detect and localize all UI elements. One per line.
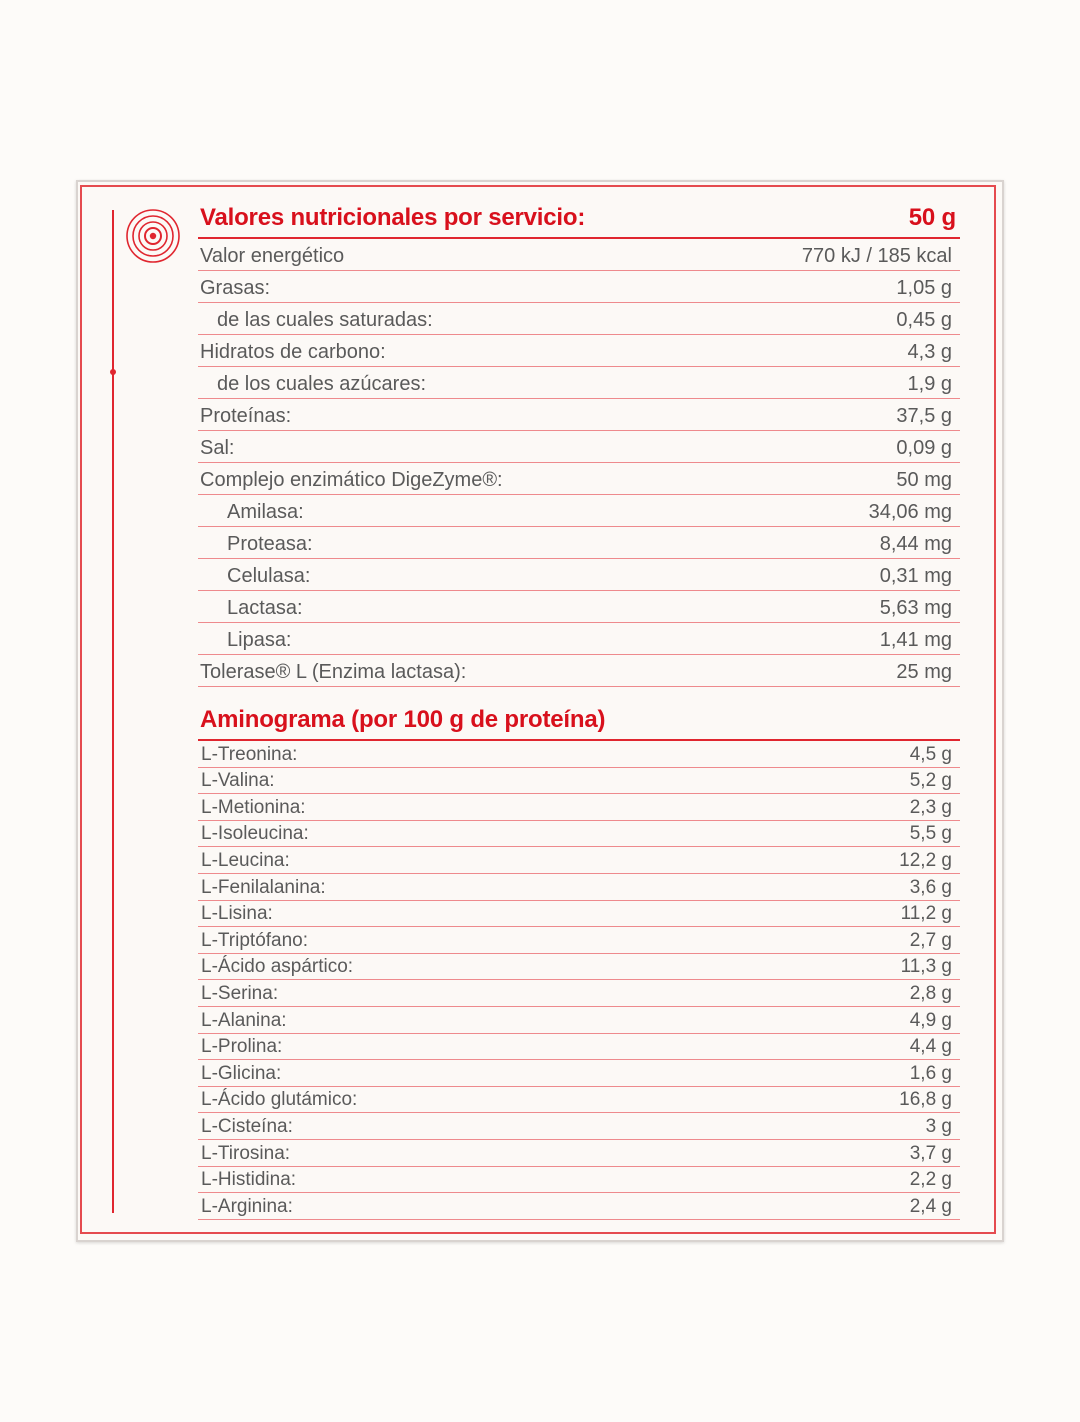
nutrient-label: Valor energético	[200, 245, 345, 267]
amino-acid-label: L-Valina:	[201, 770, 275, 792]
amino-acid-value: 3,6 g	[909, 876, 952, 898]
amino-acid-label: L-Ácido glutámico:	[201, 1089, 358, 1111]
nutrient-row	[198, 655, 960, 687]
nutrient-value: 25 mg	[896, 661, 952, 683]
nutrient-row	[198, 527, 960, 559]
nutrient-value: 5,63 mg	[879, 597, 952, 619]
nutrient-value: 1,05 g	[896, 277, 952, 299]
amino-acid-row	[198, 794, 960, 821]
nutrient-label: Celulasa:	[227, 565, 311, 587]
amino-acid-label: L-Histidina:	[201, 1169, 297, 1191]
nutrient-value: 1,41 mg	[879, 629, 952, 651]
amino-acid-value: 2,3 g	[909, 796, 952, 818]
nutrient-row	[198, 623, 960, 655]
amino-acid-row	[198, 1087, 960, 1114]
amino-acid-label: L-Isoleucina:	[201, 823, 309, 845]
nutrient-label: Sal:	[200, 437, 235, 459]
nutrient-label: Amilasa:	[227, 501, 304, 523]
amino-acid-value: 11,2 g	[900, 903, 952, 925]
nutrient-value: 34,06 mg	[868, 501, 952, 523]
amino-acid-value: 11,3 g	[900, 956, 952, 978]
amino-acid-value: 4,4 g	[909, 1036, 952, 1058]
amino-acid-label: L-Alanina:	[201, 1009, 287, 1031]
amino-acid-label: L-Leucina:	[201, 849, 290, 871]
amino-acid-label: L-Fenilalanina:	[201, 876, 326, 898]
aminogram-section	[198, 708, 960, 1220]
side-dot	[110, 369, 116, 375]
amino-acid-row	[198, 1007, 960, 1034]
nutrient-row	[198, 271, 960, 303]
amino-acid-value: 2,8 g	[909, 982, 952, 1004]
nutrient-value: 0,09 g	[896, 437, 952, 459]
amino-acid-label: L-Arginina:	[201, 1195, 293, 1217]
amino-acid-value: 3,7 g	[909, 1142, 952, 1164]
amino-acid-row	[198, 1167, 960, 1194]
amino-acid-value: 3 g	[925, 1115, 952, 1137]
amino-acid-row	[198, 954, 960, 981]
nutrient-row	[198, 591, 960, 623]
amino-acid-value: 5,5 g	[909, 823, 952, 845]
amino-acid-label: L-Lisina:	[201, 903, 273, 925]
amino-acid-value: 2,2 g	[909, 1169, 952, 1191]
amino-acid-row	[198, 847, 960, 874]
amino-acid-row	[198, 874, 960, 901]
nutrient-label: de los cuales azúcares:	[217, 373, 427, 395]
amino-acid-label: L-Serina:	[201, 982, 279, 1004]
nutrient-row	[198, 239, 960, 271]
amino-acid-value: 12,2 g	[899, 849, 952, 871]
amino-acid-label: L-Treonina:	[201, 743, 298, 765]
amino-acid-row	[198, 1193, 960, 1220]
nutrient-value: 8,44 mg	[879, 533, 952, 555]
nutrient-row	[198, 303, 960, 335]
nutrient-value: 50 mg	[896, 469, 952, 491]
amino-acid-value: 2,7 g	[909, 929, 952, 951]
nutrient-label: Tolerase® L (Enzima lactasa):	[200, 661, 467, 683]
amino-acid-value: 4,9 g	[909, 1009, 952, 1031]
nutrient-row	[198, 495, 960, 527]
nutrient-value: 1,9 g	[907, 373, 952, 395]
amino-acid-row	[198, 927, 960, 954]
nutrition-rows	[198, 239, 960, 687]
nutrient-value: 0,45 g	[896, 309, 952, 331]
amino-acid-row	[198, 1034, 960, 1061]
amino-acid-label: L-Ácido aspártico:	[201, 956, 354, 978]
amino-acid-label: L-Tirosina:	[201, 1142, 291, 1164]
amino-acid-value: 4,5 g	[909, 743, 952, 765]
nutrition-section	[198, 204, 960, 687]
aminogram-title: Aminograma (por 100 g de proteína)	[200, 706, 606, 733]
aminogram-header	[198, 708, 960, 741]
amino-acid-label: L-Triptófano:	[201, 929, 309, 951]
nutrient-row	[198, 335, 960, 367]
nutrient-row	[198, 431, 960, 463]
nutrient-row	[198, 559, 960, 591]
nutrient-label: Lactasa:	[227, 597, 303, 619]
nutrient-label: Lipasa:	[227, 629, 292, 651]
nutrient-row	[198, 463, 960, 495]
amino-acid-row	[198, 1060, 960, 1087]
amino-acid-label: L-Prolina:	[201, 1036, 283, 1058]
amino-acid-row	[198, 901, 960, 928]
nutrient-value: 37,5 g	[896, 405, 952, 427]
nutrition-title: Valores nutricionales por servicio:	[200, 204, 586, 231]
serving-size: 50 g	[908, 204, 956, 231]
amino-acid-value: 1,6 g	[909, 1062, 952, 1084]
amino-acid-row	[198, 1140, 960, 1167]
nutrient-row	[198, 399, 960, 431]
amino-acid-label: L-Glicina:	[201, 1062, 282, 1084]
amino-acid-row	[198, 741, 960, 768]
nutrition-header	[198, 204, 960, 239]
amino-acid-row	[198, 821, 960, 848]
nutrient-label: Proteínas:	[200, 405, 292, 427]
nutrient-row	[198, 367, 960, 399]
nutrient-label: Complejo enzimático DigeZyme®:	[200, 469, 503, 491]
amino-acid-label: L-Cisteína:	[201, 1115, 293, 1137]
aminogram-rows	[198, 741, 960, 1220]
nutrient-label: Grasas:	[200, 277, 271, 299]
nutrient-label: Hidratos de carbono:	[200, 341, 386, 363]
amino-acid-value: 5,2 g	[909, 770, 952, 792]
concentric-circles-icon	[125, 208, 181, 264]
amino-acid-row	[198, 768, 960, 795]
nutrient-label: Proteasa:	[227, 533, 313, 555]
amino-acid-row	[198, 980, 960, 1007]
nutrient-value: 770 kJ / 185 kcal	[801, 245, 952, 267]
amino-acid-value: 2,4 g	[909, 1195, 952, 1217]
amino-acid-value: 16,8 g	[899, 1089, 952, 1111]
nutrient-value: 0,31 mg	[879, 565, 952, 587]
nutrient-label: de las cuales saturadas:	[217, 309, 433, 331]
side-rule	[112, 210, 114, 1213]
nutrient-value: 4,3 g	[907, 341, 952, 363]
amino-acid-row	[198, 1113, 960, 1140]
amino-acid-label: L-Metionina:	[201, 796, 306, 818]
